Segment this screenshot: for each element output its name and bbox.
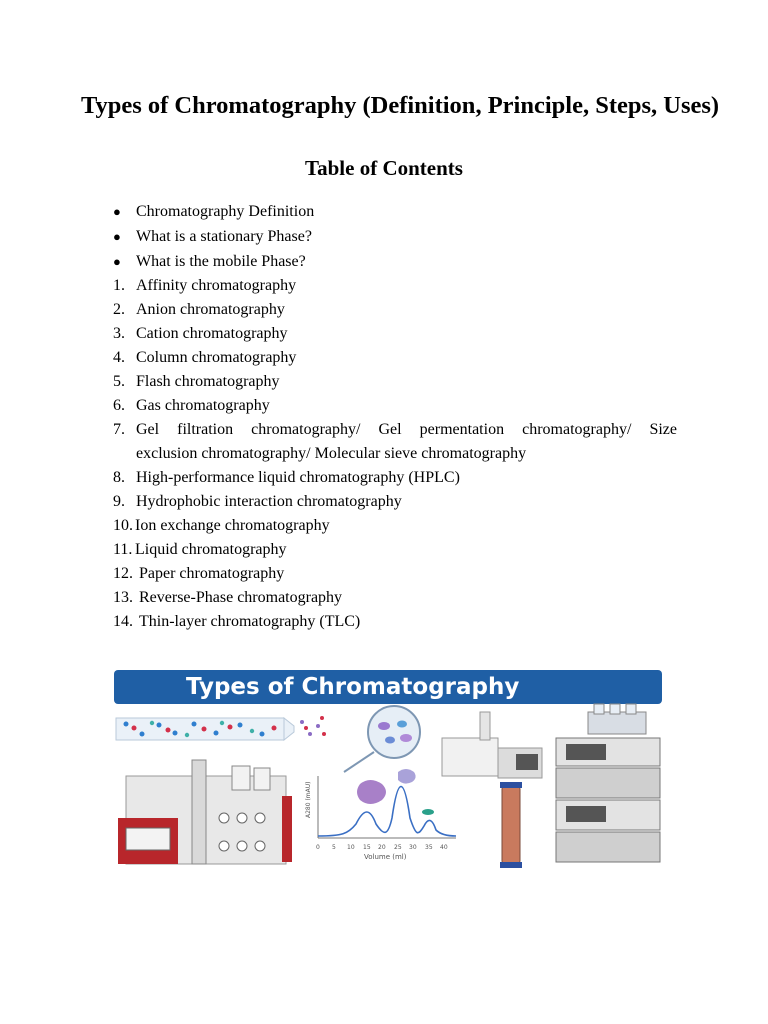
x-tick: 10 xyxy=(347,844,355,851)
protein-blob-icon xyxy=(357,780,386,804)
x-tick: 20 xyxy=(378,844,386,851)
table-of-contents: ● Chromatography Definition ● What is a stationary Phase? ● What is the mobile Phase? 1. Affinity chromatography 2. Anion chromatography 3. Cation chromatography 4. Column chromatography 5. Flash chromatography 6. Gas chromatography 7. Gel filtration chromatography/ Gel permentation chromatography/ Size exclusion chromatography/ Molecular sieve chromatography 8. High-performance liquid chromatography (HPLC) 9. Hydrophobic interaction chromatography 10. Ion exchange chromatography 11. Liquid chromatography 12. Paper chromatography 13. Reverse-Phase chromatography 14. Thin-layer chromatography (TLC) xyxy=(0,0,768,640)
column-icon xyxy=(500,782,522,868)
bullet-dot-icon: ● xyxy=(113,204,121,219)
x-axis-label: Volume (ml) xyxy=(364,853,407,861)
x-tick: 35 xyxy=(425,844,433,851)
x-tick: 15 xyxy=(363,844,371,851)
magnifier-circle-icon xyxy=(344,706,420,772)
gas-chromatograph-icon xyxy=(442,712,542,778)
x-tick: 25 xyxy=(394,844,402,851)
illustration-drawing xyxy=(112,668,664,878)
x-tick: 0 xyxy=(316,844,320,851)
x-tick: 30 xyxy=(409,844,417,851)
chromatography-illustration xyxy=(112,668,664,878)
toc-heading: Table of Contents xyxy=(305,156,463,180)
protein-blob-icon xyxy=(422,809,434,815)
fplc-instrument-icon xyxy=(118,760,292,864)
protein-blob-icon xyxy=(398,769,416,784)
bullet-dot-icon: ● xyxy=(113,229,121,244)
page-title: Types of Chromatography (Definition, Principle, Steps, Uses) xyxy=(80,92,720,119)
x-tick: 5 xyxy=(332,844,336,851)
toc-numbered-item[interactable]: 7. Gel filtration chromatography/ Gel permentation chromatography/ Size xyxy=(113,421,677,438)
hplc-stack-icon xyxy=(556,704,660,862)
x-tick: 40 xyxy=(440,844,448,851)
y-axis-label: A280 (mAU) xyxy=(305,781,312,818)
flow-tube-icon xyxy=(116,716,326,740)
bullet-dot-icon: ● xyxy=(113,254,121,269)
figure-banner: Types of Chromatography xyxy=(114,670,662,704)
